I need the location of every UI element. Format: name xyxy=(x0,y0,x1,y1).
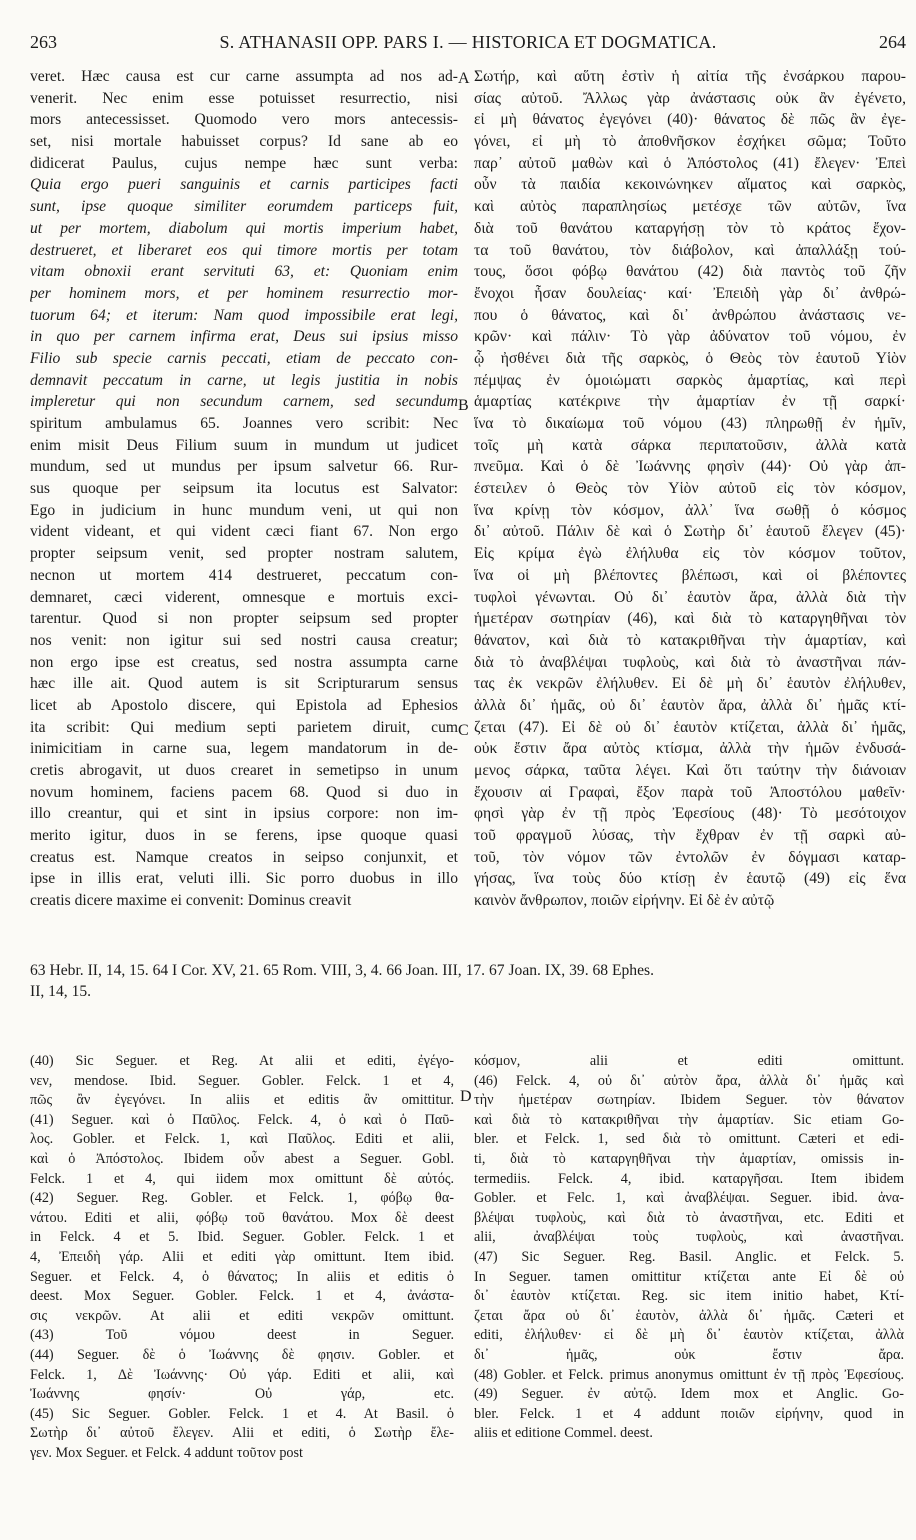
running-title: S. ATHANASII OPP. PARS I. — HISTORICA ET DOGMATICA. xyxy=(219,32,717,52)
greek-text-line: ζεται (47). Εἰ δὲ οὐ δι᾽ ἑαυτὸν κτίζεται, ἀλλὰ δι᾽ ἡμᾶς, xyxy=(474,718,906,736)
latin-text-line: set, nisi mortale habuisset corpus? Id sane ab eo xyxy=(30,133,458,151)
latin-text-line: destrueret, et liberaret eos qui timore mortis per totam xyxy=(30,241,458,259)
critical-notes-left xyxy=(30,1052,454,1463)
greek-text-line: ἵνα τὸ δικαίωμα τοῦ νόμου (43) πληρωθῇ ἐν ἡμῖν, xyxy=(474,415,906,432)
note-line: βλέψαι τυφλοὺς, καὶ διὰ τὸ ἀναστῆναι, etc. Editi et xyxy=(474,1209,904,1226)
greek-text-line: τυφλοὶ γένωνται. Οὐ δι᾽ ἑαυτὸν ἄρα, ἀλλὰ διὰ τὴν xyxy=(474,588,906,606)
note-line: deest. Mox Seguer. Gobler. Felck. 1 et 4, ἀνάστα- xyxy=(30,1288,454,1305)
latin-text-line: inimicitiam in carne sua, legem mandatorum in de- xyxy=(30,740,458,758)
margin-marker-d: D xyxy=(460,1088,472,1105)
greek-text-line: ἡμετέραν σωτηρίαν (46), καὶ διὰ τὸ καταργηθῆναι τὸν xyxy=(474,610,906,628)
greek-text-line: σίας αὐτοῦ. Ἄλλως γὰρ ἀνάστασις οὐκ ἂν ἐγένετο, xyxy=(474,89,906,107)
greek-text-line: μενος σάρκα, ταῦτα λέγει. Καὶ ὅτι ταύτην τὴν διάνοιαν xyxy=(474,762,906,779)
greek-text-line: πέμψας ἐν ὁμοιώματι σαρκὸς ἁμαρτίας, καὶ περὶ xyxy=(474,371,906,389)
greek-text-line: τοῦ φραγμοῦ λύσας, τὴν ἔχθραν ἐν τῇ σαρκὶ αὐ- xyxy=(474,827,906,845)
greek-text-line: ἔνοχοι ἦσαν δουλείας· καί· Ἐπειδὴ γὰρ δι᾽ ἀνθρώ- xyxy=(474,284,906,302)
note-line: (49) Seguer. ἐν αὐτῷ. Idem mox et Anglic. Go- xyxy=(474,1386,904,1403)
note-line: νάτου. Editi et alii, φόβῳ τοῦ θανάτου. Mox δὲ deest xyxy=(30,1209,454,1226)
latin-text-line: ipse in illis erat, veluti illi. Sic porro duobus in illo xyxy=(30,870,458,888)
greek-text-line: Σωτήρ, καὶ αὕτη ἐστὶν ἡ αἰτία τῆς ἐνσάρκου παρου- xyxy=(474,68,906,85)
greek-text-line: έστειλεν ὁ Θεὸς τὸν Υἱὸν αὐτοῦ εἰς τὸν κόσμον, xyxy=(474,480,906,498)
latin-text-line: mundum, sed ut mundus per ipsum salvetur 66. Rur- xyxy=(30,458,458,476)
note-line: (43) Τοῦ νόμου deest in Seguer. xyxy=(30,1327,454,1344)
note-line: γεν. Mox Seguer. et Felck. 4 addunt τοῦτον post xyxy=(30,1444,303,1461)
greek-text-line: τας ἐκ νεκρῶν ἐλήλυθεν. Εἰ δὲ μὴ δι᾽ ἑαυτὸν ἐλήλυθεν, xyxy=(474,675,906,693)
latin-text-line: tuorum 64; et iterum: Nam quod impossibile erat legi, xyxy=(30,306,458,324)
note-line: (42) Seguer. Reg. Gobler. et Felck. 1, φόβῳ θα- xyxy=(30,1190,454,1207)
latin-text-line: Filio sub specie carnis peccati, etiam de peccato con- xyxy=(30,349,458,367)
latin-text-line: nos venit: non igitur sui sed nostri causa creatur; xyxy=(30,631,458,649)
margin-marker-a: A xyxy=(458,70,470,87)
note-line: Ἰωάννης φησίν· Οὐ γάρ, etc. xyxy=(30,1386,454,1403)
latin-text-line: ut per mortem, diabolum qui mortis imperium habet, xyxy=(30,219,458,237)
latin-text-line: tarentur. Quod si non propter seipsum sed propter xyxy=(30,610,458,628)
latin-text-line: didicerat Paulus, cujus nempe hæc sunt verba: xyxy=(30,154,458,172)
note-line: νεν, mendose. Ibid. Seguer. Gobler. Felck. 1 et 4, xyxy=(30,1072,454,1089)
greek-text-line: τοῖς μὴ κατὰ σάρκα περιπατοῦσιν, ἀλλὰ κατὰ xyxy=(474,436,906,454)
note-line: bler. Felck. 1 et 4 addunt ποιῶν εἰρήνην, quod in xyxy=(474,1405,904,1422)
latin-text-line: licet ab Apostolo discere, qui Epistola ad Ephesios xyxy=(30,696,458,714)
greek-text-line: που ὁ θάνατος, καὶ δι᾽ ἀνθρώπου ἀνάστασις νε- xyxy=(474,306,906,324)
note-line: alii, ἀναβλέψαι τοὺς τυφλοὺς, καὶ ἀναστῆναι. xyxy=(474,1229,904,1246)
note-line: (40) Sic Seguer. et Reg. At alii et editi, ἐγέγο- xyxy=(30,1053,454,1069)
latin-text-line: in quo per carnem infirma erat, Deus sui ipsius misso xyxy=(30,328,458,346)
latin-text-line: creatus est. Namque creatos in seipso conjunxit, et xyxy=(30,848,458,866)
note-line: κόσμον, alii et editi omittunt. xyxy=(474,1053,904,1069)
note-line: καὶ διὰ τὸ κατακριθῆναι τὴν ἁμαρτίαν. Sic etiam Go- xyxy=(474,1111,904,1128)
note-line: (46) Felck. 4, οὐ δι᾽ αὐτὸν ἄρα, ἀλλὰ δι᾽ ἡμᾶς καὶ xyxy=(474,1072,904,1089)
greek-text-line: καὶ αὐτὸς παραπλησίως μετέσχε τῶν αὐτῶν, ἵνα xyxy=(474,198,906,216)
note-line: (47) Sic Seguer. Reg. Basil. Anglic. et Felck. 5. xyxy=(474,1248,904,1265)
note-line: bler. et Felck. 1, sed διὰ τὸ omittunt. Cæteri et edi- xyxy=(474,1131,904,1148)
margin-marker-b: B xyxy=(458,397,469,414)
latin-text-line: merito igitur, duos in se ferens, ipse quoque quasi xyxy=(30,827,458,845)
greek-text-line: οὖν τὰ παιδία κεκοινώνηκεν αἵματος καὶ σαρκὸς, xyxy=(474,176,906,194)
critical-notes-right xyxy=(474,1052,904,1444)
note-line: σις νεκρῶν. At alii et editi νεκρῶν omittunt. xyxy=(30,1307,454,1324)
latin-text-line: impleretur qui non secundum carnem, sed secundum xyxy=(30,393,458,411)
note-line: δι᾽ ἡμᾶς, οὐκ ἔστιν ἄρα. xyxy=(474,1346,904,1363)
latin-text-line: novum hominem, faciens pacem 68. Quod si duo in xyxy=(30,783,458,801)
page-number-right: 264 xyxy=(879,32,906,52)
latin-text-line: venerit. Nec enim esse potuisset resurrectio, nisi xyxy=(30,89,458,107)
greek-text-line: ἀλλὰ δι᾽ ἡμᾶς, οὐ δι᾽ ἑαυτὸν ἄρα, ἀλλὰ δι᾽ ἡμᾶς κτί- xyxy=(474,696,906,714)
latin-text-line: Quia ergo pueri sanguinis et carnis participes facti xyxy=(30,176,458,194)
note-line: (44) Seguer. δὲ ὁ Ἰωάννης δὲ φησιν. Gobler. et xyxy=(30,1346,454,1363)
note-line: In Seguer. tamen omittitur κτίζεται ante Εἰ δὲ οὐ xyxy=(474,1268,904,1285)
note-line: καὶ ὁ Ἀπόστολος. Ibidem οὖν abest a Seguer. Gobl. xyxy=(30,1150,454,1167)
note-line: in Felck. 4 et 5. Ibid. Seguer. Gobler. Felck. 1 et xyxy=(30,1229,454,1246)
note-line: (41) Seguer. καὶ ὁ Παῦλος. Felck. 4, ὁ καὶ ὁ Παῦ- xyxy=(30,1111,454,1128)
latin-text-line: cretis abrogavit, ut duos crearet in semetipso in unum xyxy=(30,762,458,779)
latin-text-line: propter seipsum venit, sed propter nostram salutem, xyxy=(30,545,458,563)
latin-text-line: sus quoque per seipsum ita locutus est Salvator: xyxy=(30,480,458,498)
note-line: 4, Ἐπειδὴ γάρ. Alii et editi γὰρ omittunt. Item ibid. xyxy=(30,1248,454,1265)
scripture-reference-line: 63 Hebr. II, 14, 15. 64 I Cor. XV, 21. 65 Rom. VIII, 3, 4. 66 Joan. III, 17. 67 Joan. IX, 39. 68 Ephes. xyxy=(30,962,654,979)
latin-text-line: per hominem mors, et per hominem resurrectio mor- xyxy=(30,284,458,302)
note-line: ζεται ἄρα οὐ δι᾽ ἑαυτὸν, ἀλλὰ δι᾽ ἡμᾶς. Cæteri et xyxy=(474,1307,904,1324)
greek-text-line: οὐκ ἔστιν ἄρα αὐτὸς κτίσμα, ἀλλὰ τὴν ἡμῶν ἐνδυσά- xyxy=(474,740,906,758)
greek-text-column xyxy=(474,66,906,912)
note-line: Gobler. et Felc. 1, καὶ ἀναβλέψαι. Seguer. ibid. ἀνα- xyxy=(474,1190,904,1207)
note-line: Felck. 1 et 4, qui iidem mox omittunt δὲ αὐτός. xyxy=(30,1170,454,1187)
latin-text-line: creatis dicere maxime ei convenit: Dominus creavit xyxy=(30,892,352,910)
greek-text-line: Εἰς κρίμα ἐγὼ ἐλήλυθα εἰς τὸν κόσμον τοῦτον, xyxy=(474,545,906,563)
greek-text-line: τοῦ, τὸν νόμον τῶν ἐντολῶν ἐν δόγμασι καταρ- xyxy=(474,848,906,866)
latin-text-line: ita scribit: Qui medium septi parietem diruit, cum xyxy=(30,718,458,736)
note-line: τὴν ἡμετέραν σωτηρίαν. Ibidem Seguer. τὸν θάνατον xyxy=(474,1092,904,1109)
note-line: Σωτὴρ δι᾽ αὐτοῦ ἔλεγεν. Alii et editi, ὁ Σωτὴρ ἔλε- xyxy=(30,1425,454,1442)
latin-text-line: spiritum ambulamus 65. Joannes vero scribit: Nec xyxy=(30,415,458,432)
latin-text-line: necnon ut mortem 414 destrueret, peccatum con- xyxy=(30,566,458,584)
note-line: λος. Gobler. et Felck. 1, καὶ Παῦλος. Editi et alii, xyxy=(30,1131,454,1148)
latin-text-line: non ergo ipse est creatus, sed nostra assumpta carne xyxy=(30,653,458,671)
greek-text-line: πνεῦμα. Καὶ ὁ δὲ Ἰωάννης φησὶν (44)· Οὐ γὰρ ἀπ- xyxy=(474,458,906,476)
greek-text-line: φησὶ γὰρ ἐν τῇ πρὸς Ἐφεσίους (48)· Τὸ μεσότοιχον xyxy=(474,805,906,823)
greek-text-line: καινὸν ἄνθρωπον, ποιῶν εἰρήνην. Εἰ δὲ ἐν αὐτῷ xyxy=(474,892,775,910)
greek-text-line: παρ᾽ αὐτοῦ μαθὼν καὶ ὁ Ἀπόστολος (41) ἔλεγεν· Ἐπεὶ xyxy=(474,154,906,172)
latin-text-line: vident videant, et qui vident cæci fiant 67. Non ergo xyxy=(30,523,458,541)
greek-text-line: ἵνα κρίνῃ τὸν κόσμον, ἀλλ᾽ ἵνα σωθῇ ὁ κόσμος xyxy=(474,501,906,519)
scripture-reference-line: II, 14, 15. xyxy=(30,983,92,1000)
note-line: (45) Sic Seguer. Gobler. Felck. 1 et 4. At Basil. ὁ xyxy=(30,1405,454,1422)
greek-text-line: γήσας, ἵνα τοὺς δύο κτίσῃ ἐν ἑαυτῷ (49) εἰς ἕνα xyxy=(474,870,906,888)
greek-text-line: ᾧ ἠσθένει διὰ τῆς σαρκὸς, ὁ Θεὸς τὸν ἑαυτοῦ Υἱὸν xyxy=(474,349,906,367)
latin-text-line: Ego in judicium in hunc mundum veni, ut qui non xyxy=(30,501,458,519)
margin-marker-c: C xyxy=(458,722,469,739)
running-header xyxy=(30,32,906,58)
note-line: aliis et editione Commel. deest. xyxy=(474,1425,653,1442)
latin-text-line: demnaret, cæci viderent, omnesque e mortuis exci- xyxy=(30,588,458,606)
scripture-references xyxy=(30,960,906,1002)
latin-text-line: hæc ille ait. Quod autem is sit Scripturarum sensus xyxy=(30,675,458,693)
note-line: ti, διὰ τὸ καταργηθῆναι τὴν ἁμαρτίαν, omissis in- xyxy=(474,1150,904,1167)
greek-text-line: ἁμαρτίας κατέκρινε τὴν ἁμαρτίαν ἐν τῇ σαρκί· xyxy=(474,393,906,411)
page-number-left: 263 xyxy=(30,32,57,52)
latin-text-line: sunt, ipse quoque similiter eorumdem particeps fuit, xyxy=(30,198,458,216)
latin-text-line: enim misit Deus Filium suum in mundum ut judicet xyxy=(30,436,458,454)
latin-text-line: demnavit peccatum in carne, ut legis justitia in nobis xyxy=(30,371,458,389)
note-line: δι᾽ ἑαυτὸν κτίζεται. Reg. sic item initio habet, Κτί- xyxy=(474,1288,904,1305)
greek-text-line: γόνει, εἰ μὴ τὸ ἀποθνῆσκον ἐσχήκει σῶμα; Τοῦτο xyxy=(474,133,906,151)
latin-text-column xyxy=(30,66,458,912)
note-line: (48) Gobler. et Felck. primus anonymus omittunt ἐν τῇ πρὸς Ἐφεσίους. xyxy=(474,1366,904,1383)
greek-text-line: θάνατον, καὶ διὰ τὸ κατακριθῆναι τὴν ἁμαρτίαν, καὶ xyxy=(474,631,906,649)
latin-text-line: mors antecessisset. Quomodo vero mors antecessis- xyxy=(30,111,458,129)
greek-text-line: διὰ τοῦ θανάτου καταργήσῃ τὸν τὸ κράτος ἔχον- xyxy=(474,219,906,237)
latin-text-line: veret. Hæc causa est cur carne assumpta ad nos ad- xyxy=(30,68,458,85)
latin-text-line: vitam obnoxii erant servituti 63, et: Quoniam enim xyxy=(30,263,458,281)
note-line: πῶς ἂν ἐγεγόνει. In aliis et editis ἂν omittitur. xyxy=(30,1092,454,1109)
greek-text-line: διὰ τὸ ἀναβλέψαι τυφλοὺς, καὶ διὰ τὸ ἀναστῆναι πάν- xyxy=(474,653,906,671)
latin-text-line: illo creantur, qui et sint in ipsius corpore: non im- xyxy=(30,805,458,823)
greek-text-line: κρῶν· καὶ πάλιν· Τὸ γὰρ ἀδύνατον τοῦ νόμου, ἐν xyxy=(474,328,906,346)
greek-text-line: δι᾽ αὐτοῦ. Πάλιν δὲ καὶ ὁ Σωτὴρ δι᾽ ἑαυτοῦ ἔλεγεν (45)· xyxy=(474,523,906,541)
greek-text-line: τους, ὅσοι φόβῳ θανάτου (42) διὰ παντὸς τοῦ ζῆν xyxy=(474,263,906,281)
note-line: Seguer. et Felck. 4, ὁ θάνατος; In aliis et editis ὁ xyxy=(30,1268,454,1285)
note-line: editi, ἐλήλυθεν· εἰ δὲ μὴ δι᾽ ἑαυτὸν κτίζεται, ἀλλὰ xyxy=(474,1327,904,1344)
greek-text-line: ἵνα οἱ μὴ βλέποντες βλέπωσι, καὶ οἱ βλέποντες xyxy=(474,566,906,584)
note-line: termediis. Felck. 4, ibid. καταργῆσαι. Item ibidem xyxy=(474,1170,904,1187)
note-line: Felck. 1, Δὲ Ἰωάννης· Οὐ γάρ. Editi et alii, καὶ xyxy=(30,1366,454,1383)
greek-text-line: τα τοῦ θανάτου, τὸν διάβολον, καὶ ἀπαλλάξῃ τού- xyxy=(474,241,906,259)
greek-text-line: εἰ μὴ θάνατος ἐγεγόνει (40)· θάνατος δὲ πῶς ἂν ἐγε- xyxy=(474,111,906,129)
greek-text-line: ἔχουσιν αἱ Γραφαὶ, ἔξον παρὰ τοῦ Ἀποστόλου μαθεῖν· xyxy=(474,783,906,801)
